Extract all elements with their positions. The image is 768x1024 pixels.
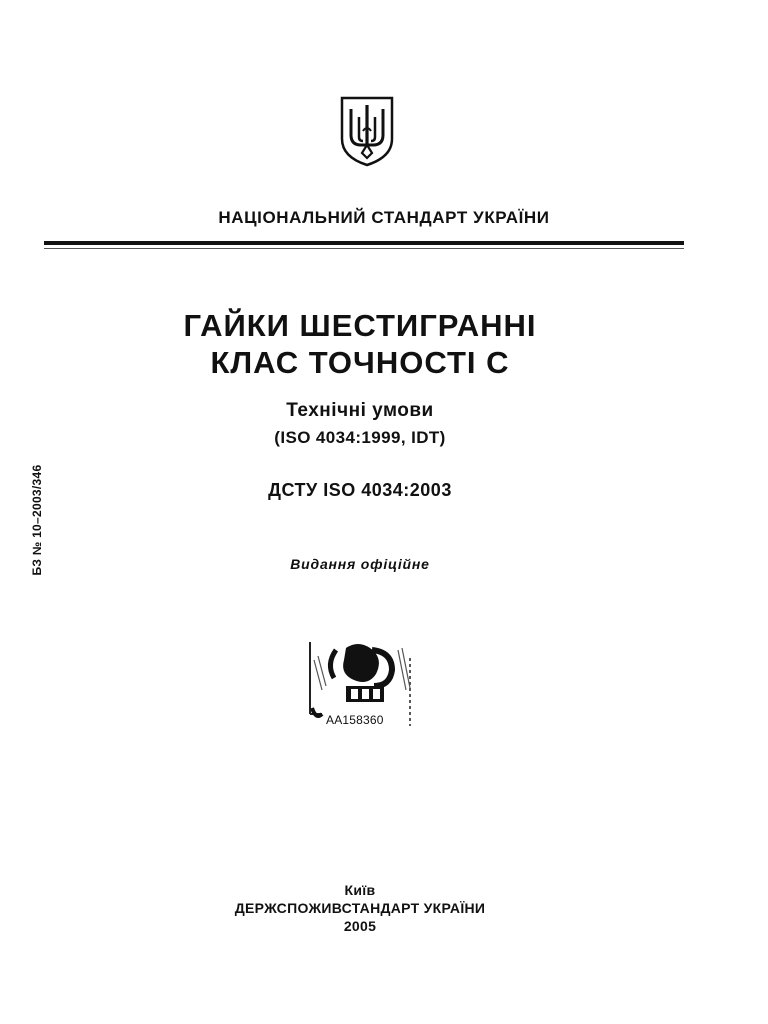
divider-thin [44,248,684,249]
document-title-line-1: ГАЙКИ ШЕСТИГРАННІ [183,308,537,343]
national-standard-heading: НАЦІОНАЛЬНИЙ СТАНДАРТ УКРАЇНИ [218,208,550,227]
edition-label: Видання офіційне [290,556,430,572]
footer-publisher: ДЕРЖСПОЖИВСТАНДАРТ УКРАЇНИ [234,900,486,916]
footer-city: Київ [344,882,376,898]
trident-emblem-icon [339,95,395,167]
standard-code: ДСТУ ISO 4034:2003 [268,480,452,500]
stamp-number: АА158360 [326,713,384,727]
iso-reference: (ISO 4034:1999, IDT) [274,428,446,447]
document-title-line-2: КЛАС ТОЧНОСТІ С [210,345,510,380]
document-subtitle: Технічні умови [286,400,434,421]
side-registration-code: БЗ № 10–2003/346 [30,464,44,576]
divider-thick [44,241,684,245]
footer-year: 2005 [343,918,377,934]
